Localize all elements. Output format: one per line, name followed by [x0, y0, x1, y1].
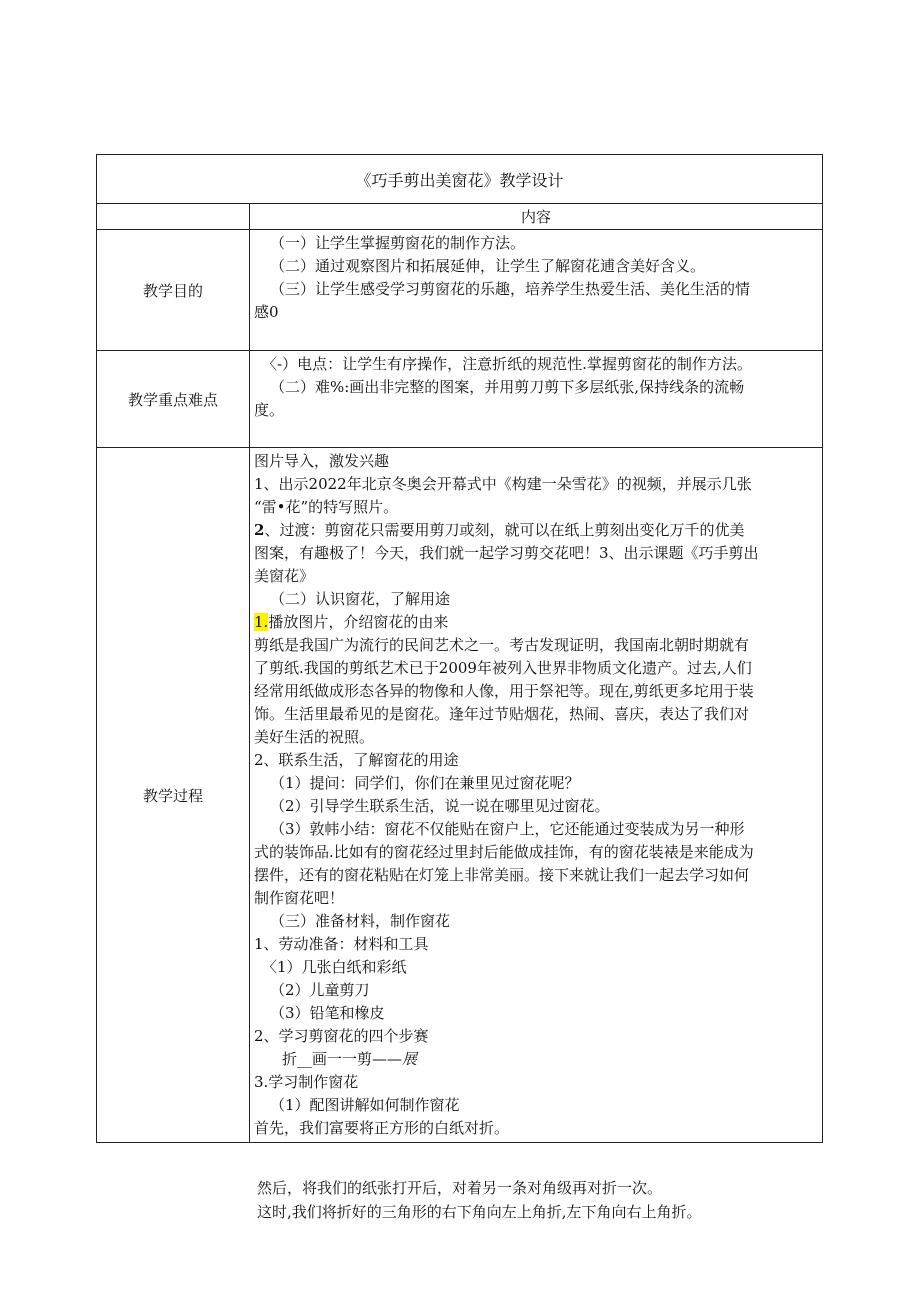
process-line: 经常用纸做成形态各异的物像和人像，用于祭祀等。现在,剪纸更多坨用于装	[254, 682, 754, 700]
title-row	[97, 155, 823, 204]
process-line: 1、出示2022年北京冬奥会开幕式中《构建一朵雪花》的视频，并展示几张	[254, 475, 752, 493]
objective-line: （一）让学生掌握剪窗花的制作方法。	[270, 234, 526, 252]
step-text: 、过渡：剪窗花只需要用剪刀或刻，就可以在纸上剪刻出变化万千的优美	[264, 521, 745, 539]
process-line: 2、学习剪窗花的四个步赛	[254, 1027, 429, 1045]
process-content	[250, 448, 823, 1143]
objectives-content	[250, 230, 823, 351]
objective-line: 感0	[254, 303, 279, 321]
after-table-line: 然后，将我们的纸张打开后，对着另一条对角级再对折一次。	[257, 1179, 663, 1197]
key-point-line: （二）难%:画出非完整的图案，并用剪刀剪下多层纸张,保持线条的流畅	[270, 378, 745, 396]
header-row	[97, 204, 823, 230]
key-points-row	[97, 351, 823, 448]
objective-line: （三）让学生感受学习剪窗花的乐趣，培养学生热爱生活、美化生活的情	[270, 280, 751, 298]
process-line: （3）铅笔和橡皮	[270, 1004, 385, 1022]
objectives-label: 教学目的	[97, 230, 250, 351]
process-line: （1）提问：同学们，你们在兼里见过窗花呢？	[270, 774, 580, 792]
key-points-label: 教学重点难点	[97, 351, 250, 448]
process-line: （二）认识窗花，了解用途	[270, 590, 451, 608]
process-line: 图案，有趣极了！今天，我们就一起学习剪交花吧！3、出示课题《巧手剪出	[254, 544, 759, 562]
key-point-line: 〈-）电点：让学生有序操作，注意折纸的规范性.掌握剪窗花的制作方法。	[262, 355, 752, 373]
process-line: （3）敦帏小结：窗花不仅能贴在窗户上，它还能通过变装成为另一种形	[270, 820, 745, 838]
process-line: 制作窗花吧！	[254, 889, 345, 907]
process-line: 饰。生活里最希见的是窗花。逢年过节贴烟花，热闹、喜庆，表达了我们对	[254, 705, 750, 723]
objectives-row	[97, 230, 823, 351]
process-row	[97, 448, 823, 1143]
after-table-line: 这时,我们将折好的三角形的右下角向左上角折,左下角向右上角折。	[257, 1203, 702, 1221]
process-line: （2）儿童剪刀	[270, 981, 370, 999]
process-line	[254, 1048, 816, 1071]
process-line	[254, 519, 816, 542]
process-line: 摆件，还有的窗花粘贴在灯笼上非常美丽。接下来就让我们一起去学习如何	[254, 866, 750, 884]
key-point-line: 度。	[254, 401, 285, 419]
step-number: 2	[254, 521, 265, 539]
process-line: 美窗花》	[254, 567, 315, 585]
process-line: 了剪纸.我国的剪纸艺术已于2009年被列入世界非物质文化遗产。过去,人们	[254, 659, 752, 677]
process-line: 式的装饰品.比如有的窗花经过里封后能做成挂饰，有的窗花装裱是来能成为	[254, 843, 754, 861]
process-line: 图片导入，激发兴趣	[254, 452, 390, 470]
process-line: “雷•花”的特写照片。	[254, 498, 399, 516]
header-content: 内容	[250, 204, 823, 230]
steps-sequence: 折__画一一剪——	[282, 1050, 403, 1068]
key-points-content	[250, 351, 823, 448]
process-line: 2、联系生活，了解窗花的用途	[254, 751, 459, 769]
process-line: （三）准备材料，制作窗花	[270, 912, 451, 930]
process-label: 教学过程	[97, 448, 250, 1143]
document-title: 《巧手剪出美窗花》教学设计	[97, 155, 823, 204]
highlighted-number: 1.	[254, 613, 269, 631]
process-line	[254, 611, 816, 634]
process-line: （2）引导学生联系生活，说一说在哪里见过窗花。	[270, 797, 610, 815]
step-text: 播放图片，介绍窗花的由来	[268, 613, 449, 631]
process-line: 1、劳动准备：材料和工具	[254, 935, 429, 953]
process-line: 剪纸是我国广为流行的民间艺术之一。考古发现证明，我国南北朝时期就有	[254, 636, 750, 654]
process-line: 美好生活的祝照。	[254, 728, 375, 746]
header-left	[97, 204, 250, 230]
process-line: （1）配图讲解如何制作窗花	[270, 1096, 460, 1114]
process-line: 〈1）几张白纸和彩纸	[262, 958, 407, 976]
steps-last: 展	[402, 1050, 418, 1068]
objective-line: （二）通过观察图片和拓展延伸，让学生了解窗花逋含美好含义。	[270, 257, 706, 275]
lesson-plan-table	[96, 154, 823, 1143]
process-line: 首先，我们富要将正方形的白纸对折。	[254, 1119, 510, 1137]
process-line: 3.学习制作窗花	[254, 1073, 359, 1091]
